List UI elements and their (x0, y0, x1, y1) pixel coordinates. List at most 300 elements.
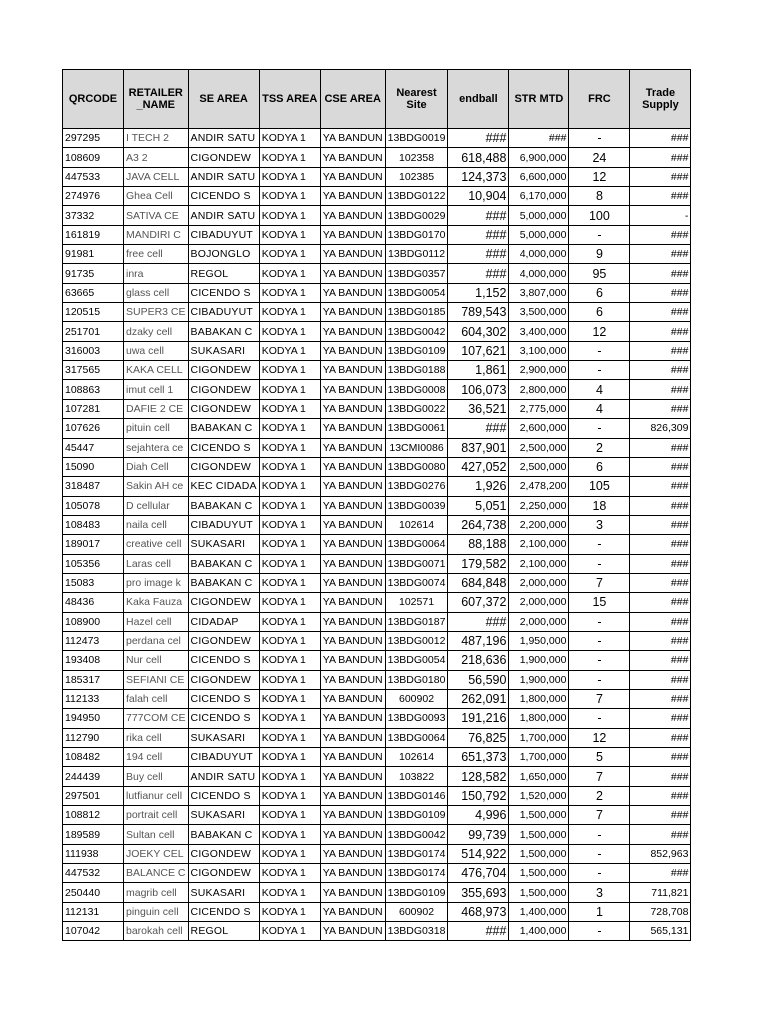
endball-cell: ### (448, 612, 509, 631)
str-mtd-cell: 4,000,000 (509, 245, 569, 264)
tss-area-cell: KODYA 1 (259, 922, 320, 941)
cse-area-cell: YA BANDUN (320, 922, 385, 941)
se-area-cell: SUKASARI (188, 806, 259, 825)
tss-area-cell: KODYA 1 (259, 264, 320, 283)
cse-area-cell: YA BANDUN (320, 322, 385, 341)
se-area-cell: CIBADUYUT (188, 748, 259, 767)
se-area-cell: CICENDO S (188, 709, 259, 728)
trade-supply-cell: ### (630, 167, 691, 186)
str-mtd-cell: 1,800,000 (509, 689, 569, 708)
retailer-name-cell: portrait cell (124, 806, 189, 825)
retailer-name-cell: magrib cell (124, 883, 189, 902)
qrcode-cell: 112473 (63, 631, 124, 650)
nearest-site-cell: 13BDG0188 (385, 361, 448, 380)
trade-supply-cell: ### (630, 728, 691, 747)
frc-cell: 3 (569, 883, 630, 902)
trade-supply-cell: ### (630, 477, 691, 496)
qrcode-cell: 91735 (63, 264, 124, 283)
retailer-name-cell: sejahtera ce (124, 438, 189, 457)
qrcode-cell: 111938 (63, 844, 124, 863)
tss-area-cell: KODYA 1 (259, 864, 320, 883)
se-area-cell: KEC CIDADA (188, 477, 259, 496)
cse-area-cell: YA BANDUN (320, 883, 385, 902)
trade-supply-cell: ### (630, 631, 691, 650)
tss-area-cell: KODYA 1 (259, 187, 320, 206)
frc-cell: 6 (569, 303, 630, 322)
table-row (63, 631, 691, 650)
endball-cell: 1,152 (448, 283, 509, 302)
retailer-name-cell: SUPER3 CE (124, 303, 189, 322)
nearest-site-cell: 13BDG0042 (385, 825, 448, 844)
qrcode-cell: 15083 (63, 573, 124, 592)
tss-area-cell: KODYA 1 (259, 612, 320, 631)
frc-cell: 7 (569, 806, 630, 825)
cse-area-cell: YA BANDUN (320, 767, 385, 786)
endball-cell: 107,621 (448, 341, 509, 360)
retailer-name-cell: DAFIE 2 CE (124, 399, 189, 418)
trade-supply-cell: 728,708 (630, 902, 691, 921)
cse-area-cell: YA BANDUN (320, 825, 385, 844)
trade-supply-cell: ### (630, 496, 691, 515)
str-mtd-cell: 3,100,000 (509, 341, 569, 360)
endball-cell: 684,848 (448, 573, 509, 592)
frc-cell: - (569, 361, 630, 380)
nearest-site-cell: 13BDG0061 (385, 419, 448, 438)
header-qrcode: QRCODE (63, 70, 124, 129)
qrcode-cell: 194950 (63, 709, 124, 728)
retailer-name-cell: Kaka Fauza (124, 593, 189, 612)
trade-supply-cell: ### (630, 264, 691, 283)
se-area-cell: BOJONGLO (188, 245, 259, 264)
frc-cell: 6 (569, 283, 630, 302)
table-row (63, 303, 691, 322)
endball-cell: 604,302 (448, 322, 509, 341)
nearest-site-cell: 13BDG0054 (385, 651, 448, 670)
cse-area-cell: YA BANDUN (320, 187, 385, 206)
nearest-site-cell: 102614 (385, 515, 448, 534)
frc-cell: 12 (569, 728, 630, 747)
endball-cell: ### (448, 922, 509, 941)
frc-cell: 100 (569, 206, 630, 225)
qrcode-cell: 108482 (63, 748, 124, 767)
se-area-cell: CIGONDEW (188, 361, 259, 380)
qrcode-cell: 244439 (63, 767, 124, 786)
str-mtd-cell: 1,700,000 (509, 748, 569, 767)
qrcode-cell: 297501 (63, 786, 124, 805)
tss-area-cell: KODYA 1 (259, 341, 320, 360)
tss-area-cell: KODYA 1 (259, 902, 320, 921)
str-mtd-cell: 3,500,000 (509, 303, 569, 322)
retailer-name-cell: falah cell (124, 689, 189, 708)
cse-area-cell: YA BANDUN (320, 786, 385, 805)
cse-area-cell: YA BANDUN (320, 399, 385, 418)
table-row (63, 864, 691, 883)
qrcode-cell: 107042 (63, 922, 124, 941)
tss-area-cell: KODYA 1 (259, 380, 320, 399)
qrcode-cell: 15090 (63, 457, 124, 476)
retailer-name-cell: BALANCE C (124, 864, 189, 883)
se-area-cell: SUKASARI (188, 728, 259, 747)
table-body (63, 129, 691, 941)
endball-cell: 218,636 (448, 651, 509, 670)
str-mtd-cell: 1,520,000 (509, 786, 569, 805)
table-row (63, 825, 691, 844)
se-area-cell: CICENDO S (188, 786, 259, 805)
cse-area-cell: YA BANDUN (320, 129, 385, 148)
trade-supply-cell: ### (630, 303, 691, 322)
se-area-cell: CIGONDEW (188, 399, 259, 418)
qrcode-cell: 108863 (63, 380, 124, 399)
retailer-name-cell: Laras cell (124, 554, 189, 573)
frc-cell: 7 (569, 573, 630, 592)
retailer-name-cell: imut cell 1 (124, 380, 189, 399)
trade-supply-cell: ### (630, 709, 691, 728)
table-row (63, 245, 691, 264)
trade-supply-cell: ### (630, 148, 691, 167)
trade-supply-cell: ### (630, 689, 691, 708)
trade-supply-cell: ### (630, 245, 691, 264)
table-row (63, 438, 691, 457)
frc-cell: - (569, 129, 630, 148)
nearest-site-cell: 13BDG0039 (385, 496, 448, 515)
tss-area-cell: KODYA 1 (259, 844, 320, 863)
nearest-site-cell: 13BDG0185 (385, 303, 448, 322)
qrcode-cell: 45447 (63, 438, 124, 457)
frc-cell: 105 (569, 477, 630, 496)
retailer-name-cell: dzaky cell (124, 322, 189, 341)
str-mtd-cell: 1,400,000 (509, 902, 569, 921)
trade-supply-cell: ### (630, 515, 691, 534)
table-row (63, 883, 691, 902)
str-mtd-cell: 3,807,000 (509, 283, 569, 302)
header-row (63, 70, 691, 129)
tss-area-cell: KODYA 1 (259, 728, 320, 747)
trade-supply-cell: ### (630, 748, 691, 767)
se-area-cell: CIBADUYUT (188, 515, 259, 534)
trade-supply-cell: ### (630, 767, 691, 786)
cse-area-cell: YA BANDUN (320, 283, 385, 302)
retailer-name-cell: 777COM CE (124, 709, 189, 728)
se-area-cell: CIBADUYUT (188, 225, 259, 244)
str-mtd-cell: 2,100,000 (509, 535, 569, 554)
se-area-cell: CIGONDEW (188, 864, 259, 883)
trade-supply-cell: ### (630, 283, 691, 302)
str-mtd-cell: 2,000,000 (509, 593, 569, 612)
se-area-cell: BABAKAN C (188, 825, 259, 844)
tss-area-cell: KODYA 1 (259, 786, 320, 805)
trade-supply-cell: ### (630, 187, 691, 206)
tss-area-cell: KODYA 1 (259, 593, 320, 612)
se-area-cell: CIDADAP (188, 612, 259, 631)
frc-cell: - (569, 670, 630, 689)
frc-cell: - (569, 631, 630, 650)
trade-supply-cell: ### (630, 361, 691, 380)
endball-cell: 5,051 (448, 496, 509, 515)
se-area-cell: BABAKAN C (188, 419, 259, 438)
str-mtd-cell: 1,900,000 (509, 651, 569, 670)
tss-area-cell: KODYA 1 (259, 709, 320, 728)
tss-area-cell: KODYA 1 (259, 438, 320, 457)
nearest-site-cell: 102385 (385, 167, 448, 186)
frc-cell: - (569, 922, 630, 941)
trade-supply-cell: 852,963 (630, 844, 691, 863)
nearest-site-cell: 13BDG0187 (385, 612, 448, 631)
se-area-cell: CIBADUYUT (188, 303, 259, 322)
table-row (63, 748, 691, 767)
endball-cell: 56,590 (448, 670, 509, 689)
str-mtd-cell: 4,000,000 (509, 264, 569, 283)
str-mtd-cell: 1,650,000 (509, 767, 569, 786)
endball-cell: 124,373 (448, 167, 509, 186)
endball-cell: 468,973 (448, 902, 509, 921)
trade-supply-cell: ### (630, 322, 691, 341)
table-row (63, 361, 691, 380)
cse-area-cell: YA BANDUN (320, 361, 385, 380)
qrcode-cell: 91981 (63, 245, 124, 264)
str-mtd-cell: 1,500,000 (509, 864, 569, 883)
endball-cell: ### (448, 129, 509, 148)
trade-supply-cell: ### (630, 573, 691, 592)
se-area-cell: CICENDO S (188, 902, 259, 921)
nearest-site-cell: 13BDG0022 (385, 399, 448, 418)
table-row (63, 264, 691, 283)
table-row (63, 806, 691, 825)
table-row (63, 573, 691, 592)
tss-area-cell: KODYA 1 (259, 225, 320, 244)
table-row (63, 206, 691, 225)
retailer-name-cell: JOEKY CEL (124, 844, 189, 863)
str-mtd-cell: 1,500,000 (509, 883, 569, 902)
nearest-site-cell: 13BDG0074 (385, 573, 448, 592)
qrcode-cell: 107626 (63, 419, 124, 438)
endball-cell: 10,904 (448, 187, 509, 206)
retailer-name-cell: pro image k (124, 573, 189, 592)
str-mtd-cell: 2,500,000 (509, 457, 569, 476)
table-row (63, 689, 691, 708)
endball-cell: 355,693 (448, 883, 509, 902)
table-row (63, 786, 691, 805)
nearest-site-cell: 13BDG0054 (385, 283, 448, 302)
qrcode-cell: 318487 (63, 477, 124, 496)
frc-cell: 15 (569, 593, 630, 612)
endball-cell: ### (448, 245, 509, 264)
frc-cell: - (569, 864, 630, 883)
retailer-name-cell: glass cell (124, 283, 189, 302)
nearest-site-cell: 13BDG0357 (385, 264, 448, 283)
cse-area-cell: YA BANDUN (320, 148, 385, 167)
trade-supply-cell: - (630, 206, 691, 225)
se-area-cell: BABAKAN C (188, 322, 259, 341)
se-area-cell: ANDIR SATU (188, 767, 259, 786)
nearest-site-cell: 600902 (385, 902, 448, 921)
qrcode-cell: 107281 (63, 399, 124, 418)
header-nearest-site: Nearest Site (385, 70, 448, 129)
str-mtd-cell: 2,800,000 (509, 380, 569, 399)
cse-area-cell: YA BANDUN (320, 457, 385, 476)
cse-area-cell: YA BANDUN (320, 380, 385, 399)
qrcode-cell: 108483 (63, 515, 124, 534)
qrcode-cell: 189017 (63, 535, 124, 554)
tss-area-cell: KODYA 1 (259, 631, 320, 650)
nearest-site-cell: 13BDG0071 (385, 554, 448, 573)
endball-cell: 1,861 (448, 361, 509, 380)
nearest-site-cell: 13BDG0146 (385, 786, 448, 805)
qrcode-cell: 108609 (63, 148, 124, 167)
se-area-cell: CICENDO S (188, 651, 259, 670)
endball-cell: 618,488 (448, 148, 509, 167)
trade-supply-cell: ### (630, 670, 691, 689)
frc-cell: 2 (569, 786, 630, 805)
nearest-site-cell: 13BDG0174 (385, 864, 448, 883)
header-tss-area: TSS AREA (259, 70, 320, 129)
qrcode-cell: 63665 (63, 283, 124, 302)
qrcode-cell: 105356 (63, 554, 124, 573)
tss-area-cell: KODYA 1 (259, 457, 320, 476)
tss-area-cell: KODYA 1 (259, 515, 320, 534)
endball-cell: ### (448, 206, 509, 225)
cse-area-cell: YA BANDUN (320, 670, 385, 689)
retailer-name-cell: perdana cel (124, 631, 189, 650)
qrcode-cell: 297295 (63, 129, 124, 148)
qrcode-cell: 447533 (63, 167, 124, 186)
str-mtd-cell: 2,600,000 (509, 419, 569, 438)
table-row (63, 670, 691, 689)
str-mtd-cell: 1,500,000 (509, 825, 569, 844)
se-area-cell: BABAKAN C (188, 496, 259, 515)
tss-area-cell: KODYA 1 (259, 689, 320, 708)
tss-area-cell: KODYA 1 (259, 167, 320, 186)
nearest-site-cell: 13BDG0064 (385, 535, 448, 554)
str-mtd-cell: 6,900,000 (509, 148, 569, 167)
endball-cell: 427,052 (448, 457, 509, 476)
nearest-site-cell: 13BDG0170 (385, 225, 448, 244)
endball-cell: 128,582 (448, 767, 509, 786)
se-area-cell: CIGONDEW (188, 593, 259, 612)
cse-area-cell: YA BANDUN (320, 477, 385, 496)
nearest-site-cell: 13BDG0008 (385, 380, 448, 399)
str-mtd-cell: 1,900,000 (509, 670, 569, 689)
endball-cell: 88,188 (448, 535, 509, 554)
frc-cell: 7 (569, 767, 630, 786)
qrcode-cell: 37332 (63, 206, 124, 225)
tss-area-cell: KODYA 1 (259, 129, 320, 148)
str-mtd-cell: 2,775,000 (509, 399, 569, 418)
frc-cell: 4 (569, 399, 630, 418)
se-area-cell: BABAKAN C (188, 573, 259, 592)
qrcode-cell: 316003 (63, 341, 124, 360)
str-mtd-cell: 1,500,000 (509, 806, 569, 825)
cse-area-cell: YA BANDUN (320, 806, 385, 825)
str-mtd-cell: 2,000,000 (509, 612, 569, 631)
cse-area-cell: YA BANDUN (320, 612, 385, 631)
frc-cell: - (569, 844, 630, 863)
table-row (63, 709, 691, 728)
nearest-site-cell: 13BDG0174 (385, 844, 448, 863)
se-area-cell: ANDIR SATU (188, 167, 259, 186)
se-area-cell: CIGONDEW (188, 631, 259, 650)
retailer-name-cell: A3 2 (124, 148, 189, 167)
str-mtd-cell: 1,500,000 (509, 844, 569, 863)
trade-supply-cell: ### (630, 341, 691, 360)
nearest-site-cell: 13BDG0112 (385, 245, 448, 264)
trade-supply-cell: ### (630, 554, 691, 573)
cse-area-cell: YA BANDUN (320, 264, 385, 283)
cse-area-cell: YA BANDUN (320, 631, 385, 650)
retailer-name-cell: free cell (124, 245, 189, 264)
endball-cell: 36,521 (448, 399, 509, 418)
se-area-cell: BABAKAN C (188, 554, 259, 573)
frc-cell: - (569, 419, 630, 438)
cse-area-cell: YA BANDUN (320, 225, 385, 244)
table-row (63, 419, 691, 438)
tss-area-cell: KODYA 1 (259, 767, 320, 786)
tss-area-cell: KODYA 1 (259, 419, 320, 438)
frc-cell: 24 (569, 148, 630, 167)
frc-cell: 2 (569, 438, 630, 457)
trade-supply-cell: 711,821 (630, 883, 691, 902)
qrcode-cell: 193408 (63, 651, 124, 670)
se-area-cell: ANDIR SATU (188, 129, 259, 148)
endball-cell: 789,543 (448, 303, 509, 322)
retailer-name-cell: JAVA CELL (124, 167, 189, 186)
retailer-name-cell: D cellular (124, 496, 189, 515)
nearest-site-cell: 13BDG0080 (385, 457, 448, 476)
trade-supply-cell: 826,309 (630, 419, 691, 438)
header-se-area: SE AREA (188, 70, 259, 129)
se-area-cell: CIGONDEW (188, 148, 259, 167)
tss-area-cell: KODYA 1 (259, 477, 320, 496)
qrcode-cell: 447532 (63, 864, 124, 883)
qrcode-cell: 108812 (63, 806, 124, 825)
str-mtd-cell: 5,000,000 (509, 206, 569, 225)
nearest-site-cell: 13BDG0029 (385, 206, 448, 225)
str-mtd-cell: 2,250,000 (509, 496, 569, 515)
header-frc: FRC (569, 70, 630, 129)
qrcode-cell: 48436 (63, 593, 124, 612)
retailer-name-cell: inra (124, 264, 189, 283)
endball-cell: ### (448, 264, 509, 283)
se-area-cell: CICENDO S (188, 283, 259, 302)
nearest-site-cell: 13BDG0012 (385, 631, 448, 650)
tss-area-cell: KODYA 1 (259, 651, 320, 670)
table-row (63, 380, 691, 399)
str-mtd-cell: 3,400,000 (509, 322, 569, 341)
table-row (63, 651, 691, 670)
data-table (62, 69, 691, 941)
trade-supply-cell: ### (630, 457, 691, 476)
table-row (63, 148, 691, 167)
tss-area-cell: KODYA 1 (259, 670, 320, 689)
cse-area-cell: YA BANDUN (320, 438, 385, 457)
endball-cell: 76,825 (448, 728, 509, 747)
frc-cell: 7 (569, 689, 630, 708)
table-row (63, 922, 691, 941)
se-area-cell: CIGONDEW (188, 844, 259, 863)
str-mtd-cell: 2,000,000 (509, 573, 569, 592)
qrcode-cell: 250440 (63, 883, 124, 902)
frc-cell: 9 (569, 245, 630, 264)
str-mtd-cell: 1,950,000 (509, 631, 569, 650)
cse-area-cell: YA BANDUN (320, 728, 385, 747)
str-mtd-cell: 2,900,000 (509, 361, 569, 380)
frc-cell: 1 (569, 902, 630, 921)
cse-area-cell: YA BANDUN (320, 844, 385, 863)
cse-area-cell: YA BANDUN (320, 303, 385, 322)
str-mtd-cell: 2,500,000 (509, 438, 569, 457)
table-row (63, 728, 691, 747)
cse-area-cell: YA BANDUN (320, 573, 385, 592)
cse-area-cell: YA BANDUN (320, 341, 385, 360)
